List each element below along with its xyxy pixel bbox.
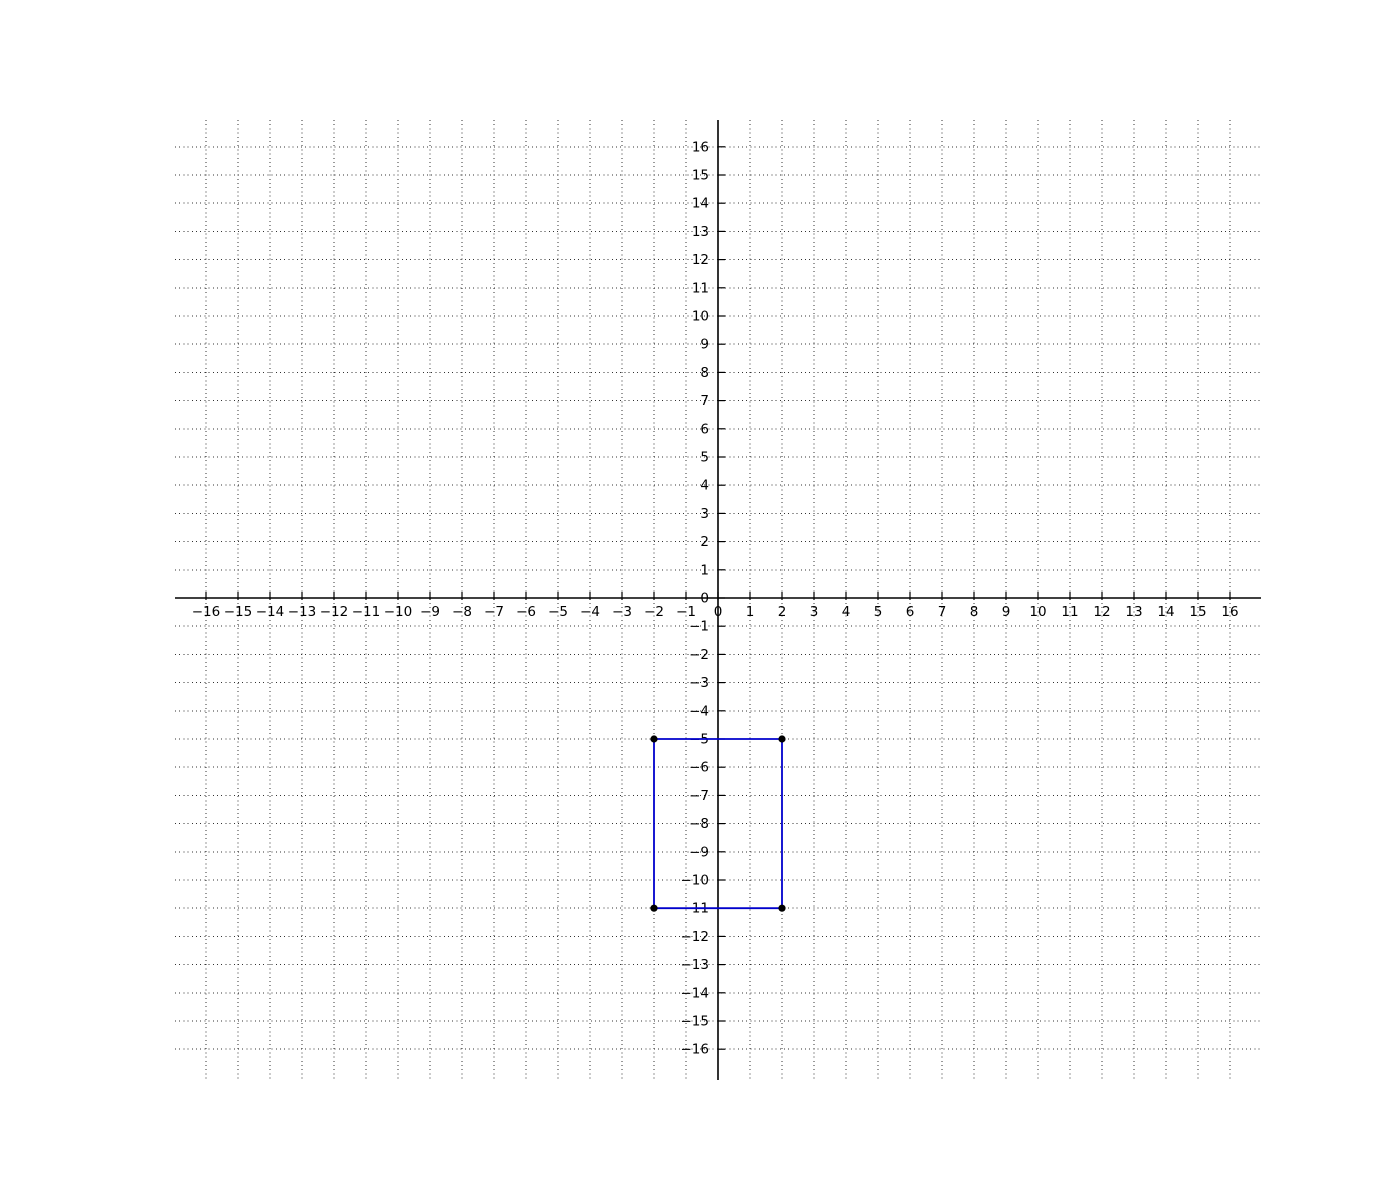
y-tick-label: −11 <box>680 900 709 917</box>
y-tick-label: −14 <box>680 985 709 1002</box>
x-tick-label: 4 <box>841 604 851 620</box>
y-tick-label: −4 <box>689 703 709 720</box>
x-tick-label: 14 <box>1157 604 1175 620</box>
y-tick-label: 10 <box>691 308 709 325</box>
y-tick-label: 9 <box>700 336 709 353</box>
y-tick-label: −9 <box>689 844 709 861</box>
y-tick-label: −3 <box>689 675 709 692</box>
x-tick-label: −11 <box>351 604 381 620</box>
y-tick-label: 5 <box>700 449 709 466</box>
y-tick-label: 2 <box>700 534 709 551</box>
x-tick-label: 9 <box>1001 604 1011 620</box>
y-tick-label: 15 <box>691 167 709 184</box>
x-tick-labels <box>192 604 1239 620</box>
x-tick-label: 15 <box>1189 604 1207 620</box>
x-tick-label: 0 <box>713 604 723 620</box>
x-tick-label: −12 <box>319 604 349 620</box>
y-tick-label: 16 <box>691 139 709 156</box>
x-tick-label: −15 <box>223 604 253 620</box>
y-tick-label: −6 <box>689 759 709 776</box>
x-tick-label: −10 <box>383 604 413 620</box>
vertex-point <box>778 735 785 742</box>
y-tick-label: 13 <box>691 223 709 240</box>
x-tick-label: 5 <box>873 604 883 620</box>
x-tick-label: 2 <box>777 604 787 620</box>
y-tick-label: 4 <box>700 477 709 494</box>
x-tick-label: −3 <box>612 604 632 620</box>
x-tick-label: 12 <box>1093 604 1111 620</box>
x-tick-label: −2 <box>644 604 664 620</box>
x-tick-label: 8 <box>969 604 979 620</box>
y-tick-label: −7 <box>689 787 709 804</box>
y-tick-label: −16 <box>680 1041 709 1058</box>
y-tick-label: 8 <box>700 364 709 381</box>
x-tick-label: −16 <box>191 604 221 620</box>
y-tick-label: 3 <box>700 505 709 522</box>
x-tick-label: 7 <box>937 604 947 620</box>
vertex-point <box>650 735 657 742</box>
y-tick-label: −8 <box>689 816 709 833</box>
x-tick-label: −4 <box>580 604 600 620</box>
x-tick-label: −14 <box>255 604 285 620</box>
y-tick-label: 14 <box>691 195 709 212</box>
y-tick-label: −15 <box>680 1013 709 1030</box>
x-tick-label: −5 <box>548 604 568 620</box>
y-tick-label: 6 <box>700 421 709 438</box>
y-tick-label: 11 <box>691 280 709 297</box>
vertex-point <box>778 905 785 912</box>
x-tick-label: 10 <box>1029 604 1047 620</box>
y-tick-label: −2 <box>689 646 709 663</box>
y-tick-label: 1 <box>700 562 709 579</box>
y-tick-label: 12 <box>691 252 709 269</box>
y-tick-label: −1 <box>689 618 709 635</box>
vertex-point <box>650 905 657 912</box>
x-tick-label: −8 <box>452 604 472 620</box>
x-tick-label: −1 <box>676 604 696 620</box>
x-tick-label: 13 <box>1125 604 1143 620</box>
y-tick-label: 7 <box>700 393 709 410</box>
x-tick-label: 3 <box>809 604 819 620</box>
y-tick-label: −12 <box>680 928 709 945</box>
y-tick-label: −10 <box>680 872 709 889</box>
x-tick-label: 6 <box>905 604 915 620</box>
x-tick-label: 11 <box>1061 604 1079 620</box>
x-tick-label: −6 <box>516 604 536 620</box>
x-tick-label: −7 <box>484 604 504 620</box>
y-tick-label: −5 <box>689 731 709 748</box>
x-tick-label: −13 <box>287 604 317 620</box>
x-tick-label: 1 <box>745 604 755 620</box>
x-tick-label: −9 <box>420 604 440 620</box>
x-tick-label: 16 <box>1221 604 1239 620</box>
y-tick-label: 0 <box>700 590 709 607</box>
y-tick-label: −13 <box>680 957 709 974</box>
